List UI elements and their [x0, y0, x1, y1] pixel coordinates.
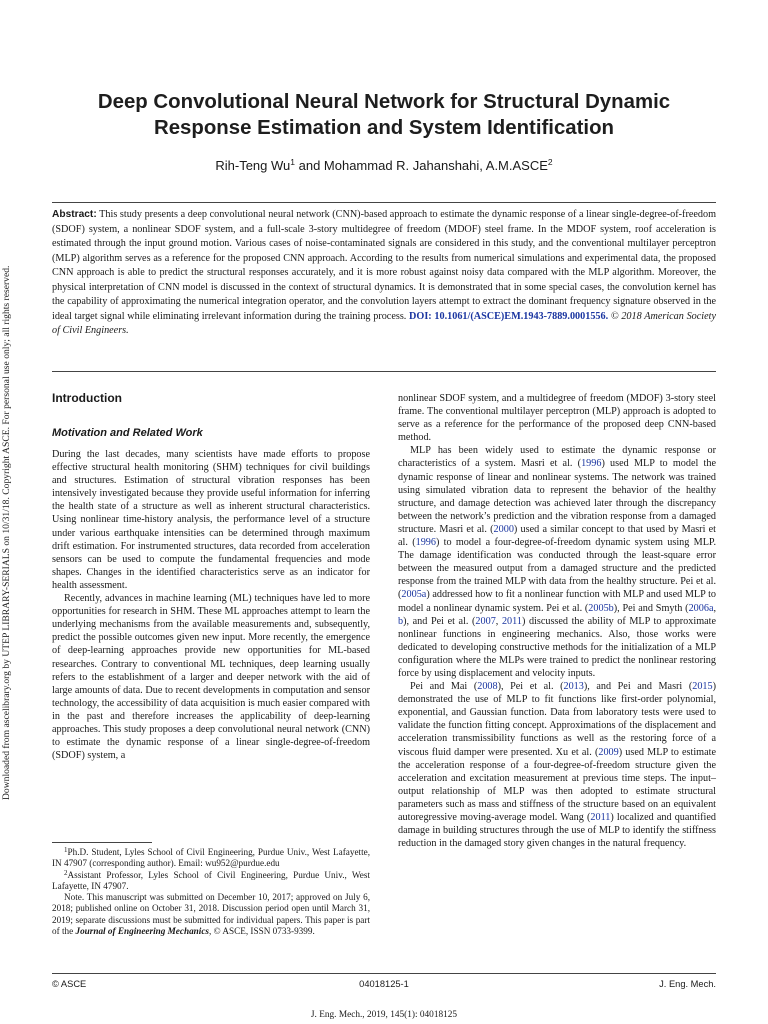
text-run: ) used MLP to estimate the acceleration response of a four-degree-of-freedom structure given the acceleration and excitation measurement at previous time steps. The input–output relationship of MLP was then adopted to estimate structural parameters such as mass and stiffness of the structure based on an equivalent autoregressive moving-average model. Wang (	[398, 746, 716, 823]
footer-journal: J. Eng. Mech.	[659, 979, 716, 989]
bottom-citation: J. Eng. Mech., 2019, 145(1): 04018125	[310, 1010, 458, 1020]
text-run: ), and Pei and Masri (	[583, 681, 693, 693]
citation-link[interactable]: 2006a	[688, 602, 714, 614]
doi-link[interactable]: 10.1061/(ASCE)EM.1943-7889.0001556.	[434, 310, 609, 322]
download-notice	[0, 210, 14, 800]
download-notice-text: Downloaded from ascelibrary.org by UTEP LIBRARY-SERIALS on 10/31/18. Copyright ASCE. For personal use only; all rights reserved.	[1, 265, 12, 800]
citation-link[interactable]: 2007	[475, 615, 496, 627]
left-column	[52, 448, 370, 762]
text-run: ) used MLP to model the dynamic response of linear and nonlinear systems. The network was trained using simulated vibration data to represent the behavior of the healthy structure, and damage detection was achieved later through the discrepancy between the network’s prediction and the vibration response from a damaged structure. Masri et al. (	[398, 458, 716, 535]
text-run: MLP has been widely used to estimate the dynamic response or characteristics of a system. Masri et al. (	[398, 445, 716, 470]
abstract-bottom-rule	[52, 371, 716, 372]
abstract-label: Abstract:	[52, 209, 97, 220]
footnote-2-mark: 2	[64, 868, 68, 877]
abstract	[52, 208, 716, 339]
citation-link[interactable]: 2011	[501, 615, 522, 627]
paragraph-right-3	[398, 680, 716, 850]
title-line-2: Response Estimation and System Identification	[153, 117, 614, 139]
paragraph-right-1: nonlinear SDOF system, and a multidegree of freedom (MDOF) 3-story steel frame. The conventional multilayer perceptron (MLP) approach is adopted to serve as a reference for the performance of the proposed deep CNN-based method.	[398, 393, 716, 444]
citation-link[interactable]: 2005a	[401, 589, 427, 601]
text-run: ,	[495, 615, 502, 627]
submission-note	[52, 892, 370, 937]
author-2-mark: 2	[547, 157, 553, 167]
citation-link[interactable]: 1996	[581, 458, 602, 470]
journal-name: Journal of Engineering Mechanics	[75, 926, 209, 937]
text-run: ) localized and quantified damage in building structures through the use of MLP to identify the stiffness reduction in the damaged story given changes in the natural frequency.	[398, 812, 716, 850]
citation-link[interactable]: 2000	[493, 523, 514, 535]
copyright-notice: © 2018 American Society of Civil Engineers.	[52, 310, 716, 336]
right-column	[398, 392, 716, 850]
paragraph-right-2	[398, 444, 716, 680]
title-line-1: Deep Convolutional Neural Network for Structural Dynamic	[97, 91, 671, 113]
text-run: ) demonstrated the use of MLP to fit functions like first-order polynomial, exponential, and Gaussian function. Data from laboratory tests were used to validate the function fitting concept. Approximations of the displacement and acceleration transmissibility functions as well as the restoring force of a viscous fluid damper were presented. Xu et al. (	[398, 681, 717, 758]
footer-rule	[52, 973, 716, 974]
author-1: Rih-Teng Wu	[215, 158, 291, 173]
footnote-1-text: Ph.D. Student, Lyles School of Civil Engineering, Purdue Univ., West Lafayette, IN 47907 (corresponding author). Email: wu952@purdue.edu	[52, 847, 370, 869]
author-line	[40, 157, 728, 175]
footnote-rule	[52, 842, 152, 843]
footnotes	[52, 847, 370, 937]
text-run: ), and Pei et al. (	[403, 615, 476, 627]
footnote-2-text: Assistant Professor, Lyles School of Civil Engineering, Purdue Univ., West Lafayette, IN 47907.	[52, 869, 370, 891]
text-run: Pei and Mai (	[410, 681, 478, 693]
text-run: ) used a similar concept to that used by Masri et al. (	[398, 523, 716, 549]
author-2: and Mohammad R. Jahanshahi, A.M.ASCE	[295, 158, 548, 173]
footnote-1	[52, 847, 370, 870]
footnote-2	[52, 870, 370, 893]
text-run: ), Pei et al. (	[497, 681, 564, 693]
doi-label: DOI:	[409, 310, 435, 322]
paper-title	[40, 89, 728, 141]
citation-link[interactable]: 2015	[692, 681, 713, 693]
citation-link[interactable]: b	[398, 615, 404, 627]
author-1-mark: 1	[290, 157, 295, 167]
citation-link[interactable]: 2009	[598, 746, 619, 758]
citation-link[interactable]: 1996	[415, 537, 436, 549]
footnote-1-mark: 1	[64, 846, 68, 854]
paragraph-left-1: During the last decades, many scientists have made efforts to propose effective structural health monitoring (SHM) techniques for civil buildings and structures. Estimation of structural vibration responses has been intensively investigated because they provide useful information for inferring the health state of a structure as well as inherent structural characteristics. Using nonlinear time-history analysis, the performance level of a structure under various earthquake intensities can be determined through maximum drift estimation. For instrumented structures, data recorded from acceleration sensors can be used to compute the fundamental frequencies and mode shapes. Changes in the identified characteristics serve as an indicator for health assessment.	[52, 449, 370, 591]
paragraph-left-2: Recently, advances in machine learning (ML) techniques have led to more opportunities for research in SHM. These ML approaches attempt to learn the underlying mechanisms from the available measurements and, subsequently, predict the possible outcomes given new input. More recently, the emergence of deep-learning approaches provide new opportunities for ML-based researches. Contrary to conventional ML techniques, deep learning usually refers to the establishment of a larger and deeper network with the aid of large amounts of data. Due to recent developments in computation and sensor technology, the accessibility of data acquisition is much easier compared with in the past and therefore increases the applicability of deep-learning approaches. This study proposes a deep convolutional neural network (CNN) to estimate the dynamic response of a linear single-degree-of-freedom (SDOF) system, a	[52, 593, 370, 762]
citation-link[interactable]: 2011	[590, 812, 611, 823]
text-run: ) addressed how to fit a nonlinear function with MLP and used MLP to model a nonlinear dynamic system. Pei et al. (	[398, 589, 716, 614]
citation-link[interactable]: 2005b	[588, 602, 614, 614]
footer-copyright: © ASCE	[52, 979, 87, 989]
text-run: ,	[713, 602, 717, 614]
abstract-text: This study presents a deep convolutional neural network (CNN)-based approach to estimate the dynamic response of a linear single-degree-of-freedom (SDOF) system, a nonlinear SDOF system, and a full-scale 3-story multidegree of freedom (MDOF) steel frame. In the MDOF system, roof acceleration is estimated through the input ground motion. Various cases of noise-contaminated signals are considered in this study, and the conventional multilayer perceptron (MLP) algorithm serves as a reference for the proposed CNN approach. According to the results from numerical simulations and experimental data, the proposed CNN approach is able to predict the structural responses accurately, and it is more robust against noisy data compared with the MLP algorithm. Moreover, the physical interpretation of CNN model is discussed in the context of structural dynamics. It is demonstrated that in some special cases, the convolution kernel has the capability of approximating the numerical integration operator, and the convolution layers attempt to extract the dominant frequency signature observed in the ideal target signal while eliminating irrelevant information during the training process.	[52, 209, 716, 322]
section-heading-introduction: Introduction	[52, 391, 122, 405]
text-run: ) discussed the ability of MLP to approximate nonlinear functions in engineering mechanics. Also, those works were dedicated to developing constructive methods for the initialization of a MLP configuration where the MLPs were trained to predict the nonlinear restoring force by using displacement and velocity inputs.	[398, 615, 716, 679]
footer-page-id: 04018125-1	[359, 979, 409, 989]
abstract-top-rule	[52, 202, 716, 203]
submission-note-text: Note. This manuscript was submitted on December 10, 2017; approved on July 6, 2018; published online on October 31, 2018. Discussion period open until March 31, 2019; separate discussions must be submitted for individual papers. This paper is part of the	[52, 892, 370, 937]
subsection-heading-motivation: Motivation and Related Work	[52, 427, 203, 439]
text-run: ), Pei and Smyth (	[613, 602, 689, 614]
citation-link[interactable]: 2008	[477, 681, 498, 693]
citation-link[interactable]: 2013	[563, 681, 584, 693]
submission-note-end: , © ASCE, ISSN 0733-9399.	[208, 926, 315, 937]
text-run: ) to model a four-degree-of-freedom dynamic system using MLP. The damage identification was conducted through the least-square error between the measured output from a damaged structure and the predicted response from the trained MLP with data from the healthy structure. Pei et al. (	[398, 537, 716, 601]
